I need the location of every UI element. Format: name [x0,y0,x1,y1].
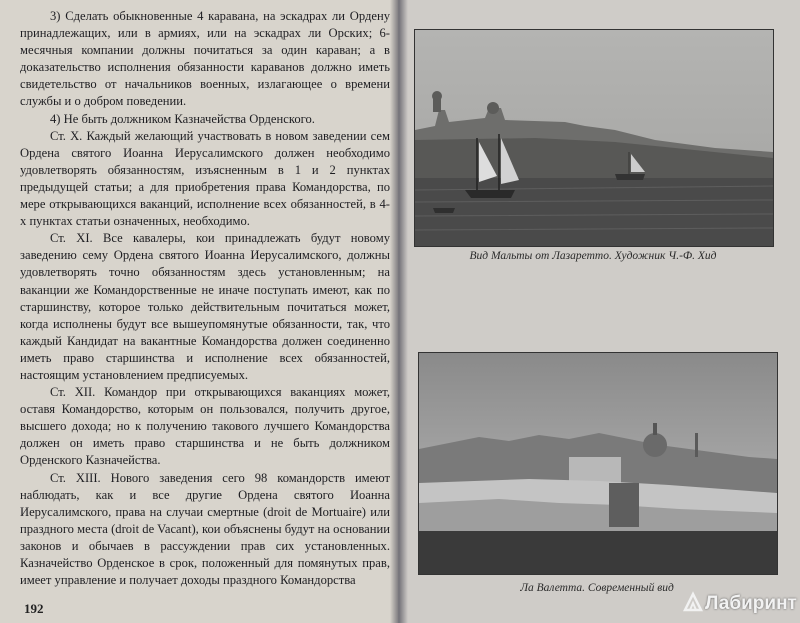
labirint-watermark [682,591,797,615]
right-page [398,0,800,623]
paragraph: Ст. XI. Все кавалеры, кои принадлежать будут новому заведению сему Ордена святого Иоанна Иерусалимского, должны удовлетворять точно обязанностям здесь установленным; на ваканции же Командорственные не иначе поступать имеют, как по старшинству, которое только действительным почитаться может, когда исполнены будут все вышеупомянутые обязанности, так, что каждый Кандидат на вакантные Командорства должен соединенно иметь право старшинства и исполнение всех обязанностей, настоящим установлением предписуемых. [20,231,390,382]
paragraph: 3) Сделать обыкновенные 4 каравана, на эскадрах ли Ордену принадлежащих, или в армиях, или на эскадрах ли Орских; 6-месячныя компании должны почитаться за один караван; а в доказательство исполнения обязанности караванов должно иметь свидетельство от начальников военных, излагающее о времени службы и о добром поведении. [20,9,390,109]
left-page [0,0,398,623]
book-gutter [390,0,408,623]
labirint-logo-icon [682,591,704,613]
caption-photo: Ла Валетта. Современный вид [520,582,674,594]
paragraph: Ст. X. Каждый желающий участвовать в новом заведении сем Ордена святого Иоанна Иерусалимского должен необходимо удовлетворять обязанностям, изъясненным в 1 и 2 пунктах предыдущей статьи; а для приобретения права Командорства, по мере открывающихся ваканций, исполнение всех обязанностей, в 4-х пунктах статьи означенных, необходимо. [20,128,390,229]
engraving-malta-from-lazaretto [414,29,774,247]
paragraph: 4) Не быть должником Казначейства Орденского. [50,111,315,126]
photo-valletta-modern [418,352,778,575]
page-number: 192 [24,601,44,616]
watermark-text: Лабиринт [705,593,797,614]
caption-engraving: Вид Мальты от Лазаретто. Художник Ч.-Ф. Хид [469,250,717,262]
paragraph: Ст. XIII. Нового заведения сего 98 командорств имеют наблюдать, как и все другие Ордена святого Иоанна Иерусалимского, права на случаи смертные (droit de Mortuaire) или праздного места (droit de Vacant), кои объяснены будут на основании законов и обычаев в рассуждении прав сих установленных. Казначейство Орденское в срок, положенный для помянутых прав, имеет управление и получает доходы праздного Командорства [20,470,390,588]
paragraph: Ст. XII. Командор при открывающихся ваканциях может, оставя Командорство, которым он пользовался, получить другое, высшего дохода; но к получению такового лучшего Командорства должен он иметь право старшинства и не быть должником Орденского Казначейства. [20,385,390,468]
body-text [20,8,390,589]
